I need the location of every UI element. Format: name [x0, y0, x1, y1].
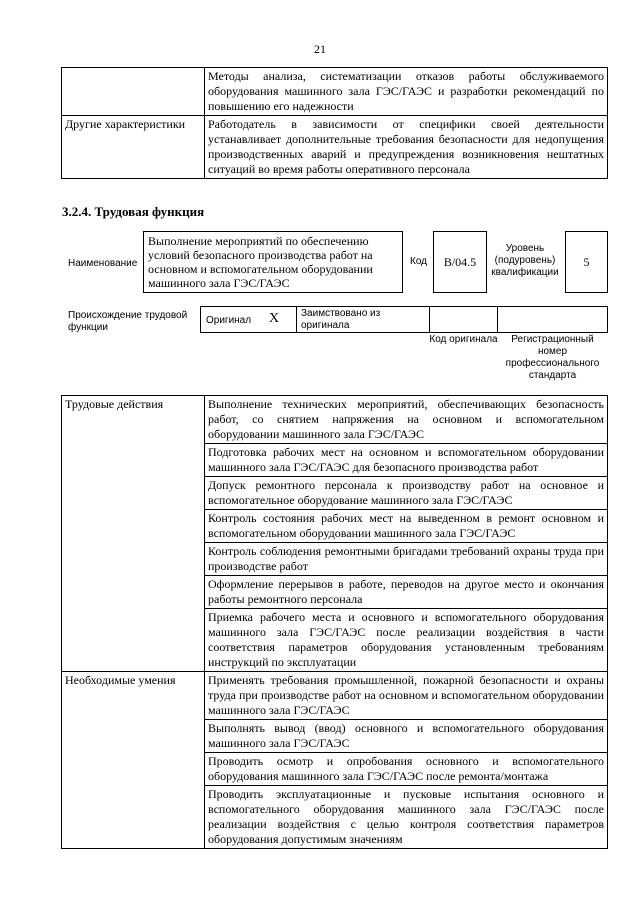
name-label: Наименование: [68, 258, 138, 269]
function-name-box: Выполнение мероприятий по обеспечению условий безопасного производства работ на основном и вспомогательном оборудовании машинного зала ГЭС/ГАЭС: [143, 231, 403, 293]
code-original-label: Код оригинала: [429, 334, 498, 345]
code-label: Код: [410, 256, 428, 267]
page-number: 21: [314, 42, 326, 56]
list-item: Выполнение технических мероприятий, обеспечивающих безопасность работ, со снятием напряжения на основном и вспомогательном оборудовании машинного зала ГЭС/ГАЭС: [205, 396, 608, 444]
characteristics-table: [61, 67, 608, 179]
list-item: Выполнять вывод (ввод) основного и вспомогательного оборудования машинного зала ГЭС/ГАЭС: [205, 720, 608, 753]
level-value-box: 5: [565, 231, 608, 293]
row-text: Работодатель в зависимости от специфики своей деятельности устанавливает дополнительные требования безопасности для недопущения производственных аварий и предупреждения возникновения нештатных ситуаций во время работы оперативного персонала: [205, 116, 608, 179]
list-item: Контроль состояния рабочих мест на выведенном в ремонт основном и вспомогательном оборудовании машинного зала ГЭС/ГАЭС: [205, 510, 608, 543]
level-label: Уровень (подуровень) квалификации: [491, 243, 559, 278]
function-code-box: B/04.5: [433, 231, 487, 293]
list-item: Приемка рабочего места и основного и вспомогательного оборудования машинного зала ГЭС/ГАЭС после реализации воздействия в части соответствия параметров оборудования установленным требованиям инструкций по эксплуатации: [205, 609, 608, 672]
row-label: Другие характеристики: [62, 116, 205, 179]
original-mark: X: [269, 311, 280, 326]
row-text: Методы анализа, систематизации отказов работы обслуживаемого оборудования машинного зала ГЭС/ГАЭС и разработки рекомендаций по повышению его надежности: [205, 68, 608, 116]
list-item: Применять требования промышленной, пожарной безопасности и охраны труда при производстве работ на основном и вспомогательном оборудовании машинного зала ГЭС/ГАЭС: [205, 672, 608, 720]
reg-number-label: Регистрационный номер профессионального стандарта: [505, 334, 600, 381]
table-row: [62, 116, 608, 179]
list-item: Оформление перерывов в работе, переводов на другое место и окончания работы ремонтного персонала: [205, 576, 608, 609]
list-item: Допуск ремонтного персонала к производству работ на основное и вспомогательное оборудование машинного зала ГЭС/ГАЭС: [205, 477, 608, 510]
original-label: Оригинал: [206, 315, 252, 326]
group-label: Трудовые действия: [62, 396, 205, 672]
row-label: [62, 68, 205, 116]
table-row: [62, 68, 608, 116]
list-item: Проводить осмотр и опробования основного и вспомогательного оборудования машинного зала ГЭС/ГАЭС после ремонта/монтажа: [205, 753, 608, 786]
borrowed-label: Заимствовано из оригинала: [301, 308, 381, 331]
origin-label: Происхождение трудовой функции: [68, 310, 188, 333]
group-label: Необходимые умения: [62, 672, 205, 849]
list-item: Контроль соблюдения ремонтными бригадами требований охраны труда при производстве работ: [205, 543, 608, 576]
function-details-table: [61, 395, 608, 849]
borrowed-cell: [296, 306, 430, 333]
code-original-cell: [429, 306, 498, 333]
table-row: [62, 396, 608, 444]
original-cell: [200, 306, 297, 333]
table-row: [62, 672, 608, 720]
origin-row: [200, 306, 608, 333]
list-item: Подготовка рабочих мест на основном и вспомогательном оборудовании машинного зала ГЭС/ГАЭС для безопасного производства работ: [205, 444, 608, 477]
list-item: Проводить эксплуатационные и пусковые испытания основного и вспомогательного оборудования машинного зала ГЭС/ГАЭС после реализации воздействия с целью контроля соответствия параметров оборудования допустимым значениям: [205, 786, 608, 849]
reg-number-cell: [497, 306, 608, 333]
section-heading: 3.2.4. Трудовая функция: [62, 204, 205, 219]
